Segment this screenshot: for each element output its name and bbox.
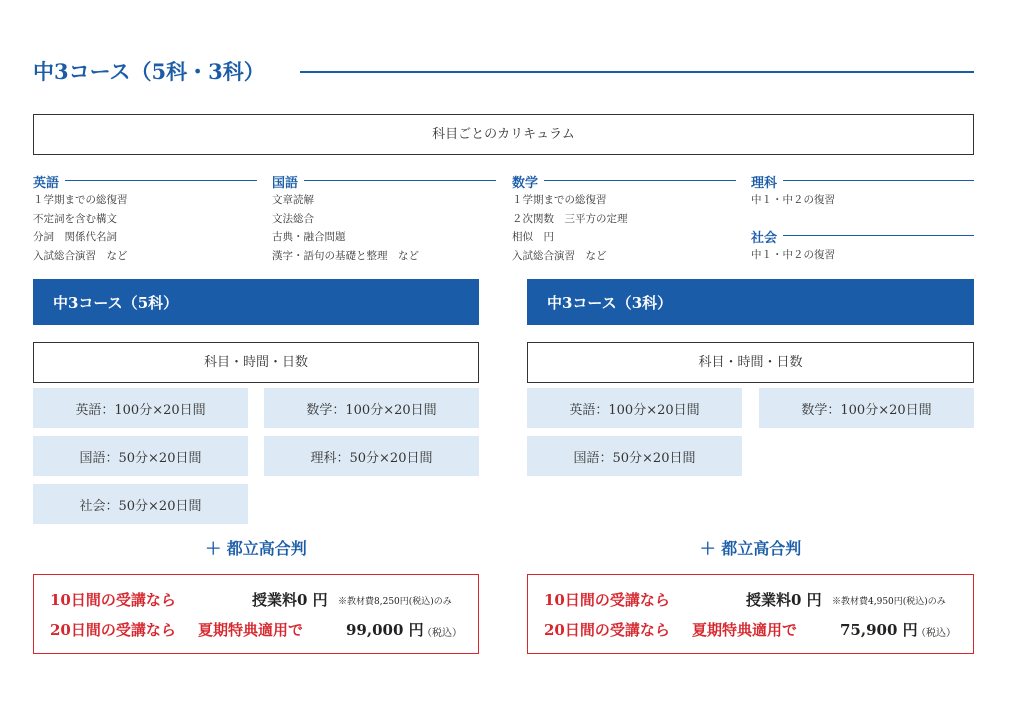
course3-cell-math: 数学：100分×20日間	[759, 388, 974, 428]
course5-price-line2-special: 夏期特典適用で	[198, 621, 304, 639]
english-item: １学期までの総復習	[33, 194, 128, 206]
math-item: 相似 円	[512, 231, 554, 243]
curriculum-english	[33, 172, 257, 265]
course5-cell-japanese: 国語：50分×20日間	[33, 436, 248, 476]
course5-cell-english: 英語：100分×20日間	[33, 388, 248, 428]
science-rule	[751, 180, 974, 181]
math-item: １学期までの総復習	[512, 194, 607, 206]
math-heading: 数学	[512, 176, 544, 191]
english-item: 分詞 関係代名詞	[33, 231, 117, 243]
course3-cell-english: 英語：100分×20日間	[527, 388, 742, 428]
course5-price-line1-price: 授業料0 円	[252, 591, 328, 609]
english-heading: 英語	[33, 176, 65, 191]
math-item: ２次関数 三平方の定理	[512, 212, 628, 225]
japanese-item: 古典・融合問題	[272, 231, 346, 243]
course3-cell-japanese: 国語：50分×20日間	[527, 436, 742, 476]
course5-schedule-label: 科目・時間・日数	[33, 342, 479, 383]
japanese-rule	[272, 180, 496, 181]
course5-cell-science: 理科：50分×20日間	[264, 436, 479, 476]
course5-cell-math: 数学：100分×20日間	[264, 388, 479, 428]
course3-price-line2-tax: （税込）	[916, 628, 956, 639]
science-item: 中１・中２の復習	[751, 194, 835, 206]
course5-cell-social: 社会：50分×20日間	[33, 484, 248, 524]
course5-title-bar: 中3コース（5科）	[33, 279, 479, 325]
page-title: 中3コース（5科・3科）	[33, 59, 265, 84]
course3-price-line2-special: 夏期特典適用で	[692, 621, 798, 639]
course5-price-line1-label: 10日間の受講なら	[50, 591, 176, 609]
course3-price-line1-label: 10日間の受講なら	[544, 591, 670, 609]
math-rule	[512, 180, 736, 181]
course5-price-line2-label: 20日間の受講なら	[50, 621, 176, 639]
course5-plus-exam: ＋ 都立高合判	[205, 539, 307, 558]
course5-price-line2-price: 99,000 円	[346, 621, 424, 639]
course5-price-line1-note: ※教材費8,250円(税込)のみ	[338, 597, 452, 607]
social-rule	[751, 235, 974, 236]
course3-price-box	[527, 574, 974, 654]
social-heading: 社会	[751, 231, 783, 246]
math-item: 入試総合演習 など	[512, 249, 607, 262]
course3-price-line2-label: 20日間の受講なら	[544, 621, 670, 639]
curriculum-science	[751, 172, 974, 210]
curriculum-math	[512, 172, 736, 265]
course3-price-line1-note: ※教材費4,950円(税込)のみ	[832, 597, 946, 607]
english-rule	[33, 180, 257, 181]
japanese-heading: 国語	[272, 176, 304, 191]
title-rule	[300, 71, 974, 73]
course5-price-line2-tax: （税込）	[422, 628, 462, 639]
course3-plus-exam: ＋ 都立高合判	[699, 539, 802, 558]
english-item: 入試総合演習 など	[33, 249, 128, 262]
english-item: 不定詞を含む構文	[33, 212, 117, 225]
japanese-item: 文法総合	[272, 212, 314, 225]
course3-schedule-label: 科目・時間・日数	[527, 342, 974, 383]
course3-price-line2-price: 75,900 円	[840, 621, 918, 639]
japanese-item: 漢字・語句の基礎と整理 など	[272, 249, 419, 262]
social-item: 中１・中２の復習	[751, 249, 835, 261]
curriculum-japanese	[272, 172, 496, 265]
course3-price-line1-price: 授業料0 円	[746, 591, 822, 609]
curriculum-social	[751, 227, 974, 265]
science-heading: 理科	[751, 176, 783, 191]
course5-price-box	[33, 574, 479, 654]
course3-title-bar: 中3コース（3科）	[527, 279, 974, 325]
curriculum-header: 科目ごとのカリキュラム	[33, 114, 974, 155]
japanese-item: 文章読解	[272, 194, 314, 206]
